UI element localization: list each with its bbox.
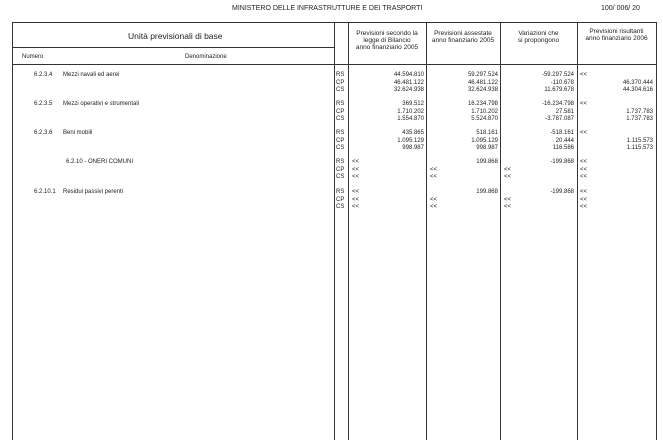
page-number: 100/ 006/ 20: [601, 5, 640, 12]
row-codes: [336, 130, 348, 153]
table-row: [0, 101, 663, 128]
cell-value: 59.297.524: [467, 72, 498, 78]
cell-value: -3.787.087: [545, 116, 574, 122]
row-denominazione: 6.2.10 - ONERI COMUNI: [66, 159, 134, 165]
cell-value: -16.234.798: [541, 101, 574, 107]
cell-value: 435.865: [402, 130, 424, 136]
code-label: CS: [336, 87, 345, 93]
cell-value: 46.481.122: [393, 79, 424, 86]
row-codes: [336, 159, 348, 182]
column-header-previsioni-assestate: Previsioni assestate anno finanziario 2005: [431, 30, 495, 44]
cell-previsioni-legge: [352, 130, 424, 153]
cell-previsioni-assestate: [430, 189, 498, 212]
column-header-denominazione: Denominazione: [185, 54, 227, 60]
row-codes: [336, 72, 348, 95]
cell-variazioni: [504, 130, 574, 153]
table-row: [0, 72, 663, 99]
column-header-variazioni: Variazioni che si propongono: [517, 30, 560, 44]
row-denominazione: Mezzi navali ed aerei: [63, 72, 120, 78]
cell-value: 44.304.616: [622, 87, 653, 93]
cell-value: -199.868: [550, 159, 574, 165]
cell-previsioni-risultanti: [580, 130, 653, 153]
cell-value: <<: [430, 196, 438, 203]
table-row: [0, 189, 663, 216]
code-label: CS: [336, 204, 345, 210]
cell-value: 20.444: [555, 137, 574, 144]
cell-value: 32.624.938: [393, 87, 424, 93]
cell-value: 27.581: [555, 108, 574, 115]
cell-value: <<: [580, 72, 588, 78]
table-title: Unità previsionali di base: [128, 31, 223, 41]
cell-value: 1.710.202: [471, 108, 498, 115]
cell-value: <<: [430, 174, 438, 180]
cell-value: <<: [580, 189, 588, 195]
cell-value: <<: [580, 204, 588, 210]
cell-value: <<: [352, 166, 360, 173]
cell-value: 998.987: [476, 145, 498, 151]
cell-previsioni-risultanti: [580, 159, 653, 182]
cell-value: <<: [504, 166, 512, 173]
row-numero: 6.2.10.1: [34, 189, 56, 195]
cell-value: 44.594.810: [393, 72, 424, 78]
code-label: CP: [336, 79, 345, 86]
cell-previsioni-assestate: [430, 130, 498, 153]
row-codes: [336, 101, 348, 124]
cell-value: <<: [580, 101, 588, 107]
cell-value: 116.586: [552, 145, 574, 151]
cell-variazioni: [504, 101, 574, 124]
cell-value: <<: [580, 159, 588, 165]
code-label: CP: [336, 108, 345, 115]
code-label: CS: [336, 116, 345, 122]
cell-previsioni-assestate: [430, 72, 498, 95]
cell-value: -518.161: [550, 130, 574, 136]
code-label: CS: [336, 145, 345, 151]
title-divider: [12, 47, 334, 48]
cell-value: 1.554.870: [397, 116, 424, 122]
table-row: [0, 159, 663, 186]
row-denominazione: Mezzi operativi e strumentali: [63, 101, 140, 107]
column-header-previsioni-risultanti: Previsioni risultanti anno finanziario 2006: [585, 28, 648, 42]
cell-value: <<: [580, 196, 588, 203]
row-codes: [336, 189, 348, 212]
table-row: [0, 130, 663, 157]
cell-value: 1.095.129: [471, 137, 498, 144]
code-label: CS: [336, 174, 345, 180]
column-header-numero: Numero: [22, 54, 44, 60]
cell-value: 1.737.783: [626, 108, 653, 115]
ministry-title: MINISTERO DELLE INFRASTRUTTURE E DEI TRASPORTI: [232, 5, 423, 12]
cell-value: 518.161: [476, 130, 498, 136]
cell-value: 1.710.202: [397, 108, 424, 115]
code-label: RS: [336, 101, 345, 107]
cell-variazioni: [504, 189, 574, 212]
cell-value: 1.095.129: [397, 137, 424, 144]
cell-value: 46.481.122: [467, 79, 498, 86]
cell-value: <<: [504, 204, 512, 210]
cell-previsioni-legge: [352, 72, 424, 95]
cell-value: <<: [352, 204, 360, 210]
cell-value: -110.678: [550, 79, 574, 86]
cell-previsioni-assestate: [430, 101, 498, 124]
cell-value: <<: [580, 130, 588, 136]
cell-value: 32.624.938: [467, 87, 498, 93]
cell-value: 1.115.573: [626, 145, 653, 151]
cell-value: 46.370.444: [622, 79, 653, 86]
cell-value: <<: [504, 196, 512, 203]
cell-value: 11.679.678: [544, 87, 574, 93]
cell-value: <<: [430, 166, 438, 173]
cell-value: 199.868: [476, 189, 498, 195]
code-label: RS: [336, 189, 345, 195]
cell-value: -59.297.524: [541, 72, 574, 78]
cell-value: <<: [580, 166, 588, 173]
cell-value: <<: [580, 174, 588, 180]
row-numero: 6.2.3.5: [34, 101, 53, 107]
cell-previsioni-legge: [352, 189, 424, 212]
cell-value: <<: [352, 189, 360, 195]
cell-value: 1.737.783: [626, 116, 653, 122]
cell-value: <<: [352, 159, 360, 165]
row-numero: 6.2.3.6: [34, 130, 53, 136]
cell-previsioni-risultanti: [580, 101, 653, 124]
cell-previsioni-assestate: [430, 159, 498, 182]
cell-value: <<: [430, 204, 438, 210]
code-label: RS: [336, 130, 345, 136]
row-denominazione: Residui passivi perenti: [63, 189, 124, 195]
row-numero: 6.2.3.4: [34, 72, 53, 78]
cell-previsioni-risultanti: [580, 189, 653, 212]
cell-value: 16.234.798: [467, 101, 498, 107]
cell-variazioni: [504, 159, 574, 182]
cell-value: 199.868: [476, 159, 498, 165]
cell-value: 5.524.870: [471, 116, 498, 122]
cell-value: <<: [352, 174, 360, 180]
cell-previsioni-risultanti: [580, 72, 653, 95]
cell-value: <<: [352, 196, 360, 203]
cell-variazioni: [504, 72, 574, 95]
column-header-previsioni-legge: Previsioni secondo la legge di Bilancio anno finanziario 2005: [355, 30, 419, 51]
cell-value: 998.987: [402, 145, 424, 151]
code-label: CP: [336, 196, 345, 203]
cell-value: 1.115.573: [626, 137, 653, 144]
cell-previsioni-legge: [352, 101, 424, 124]
cell-previsioni-legge: [352, 159, 424, 182]
code-label: CP: [336, 166, 345, 173]
cell-value: -199.868: [550, 189, 574, 195]
cell-value: 369.512: [402, 101, 424, 107]
code-label: RS: [336, 72, 345, 78]
code-label: CP: [336, 137, 345, 144]
code-label: RS: [336, 159, 345, 165]
cell-value: <<: [504, 174, 512, 180]
row-denominazione: Beni mobili: [63, 130, 93, 136]
